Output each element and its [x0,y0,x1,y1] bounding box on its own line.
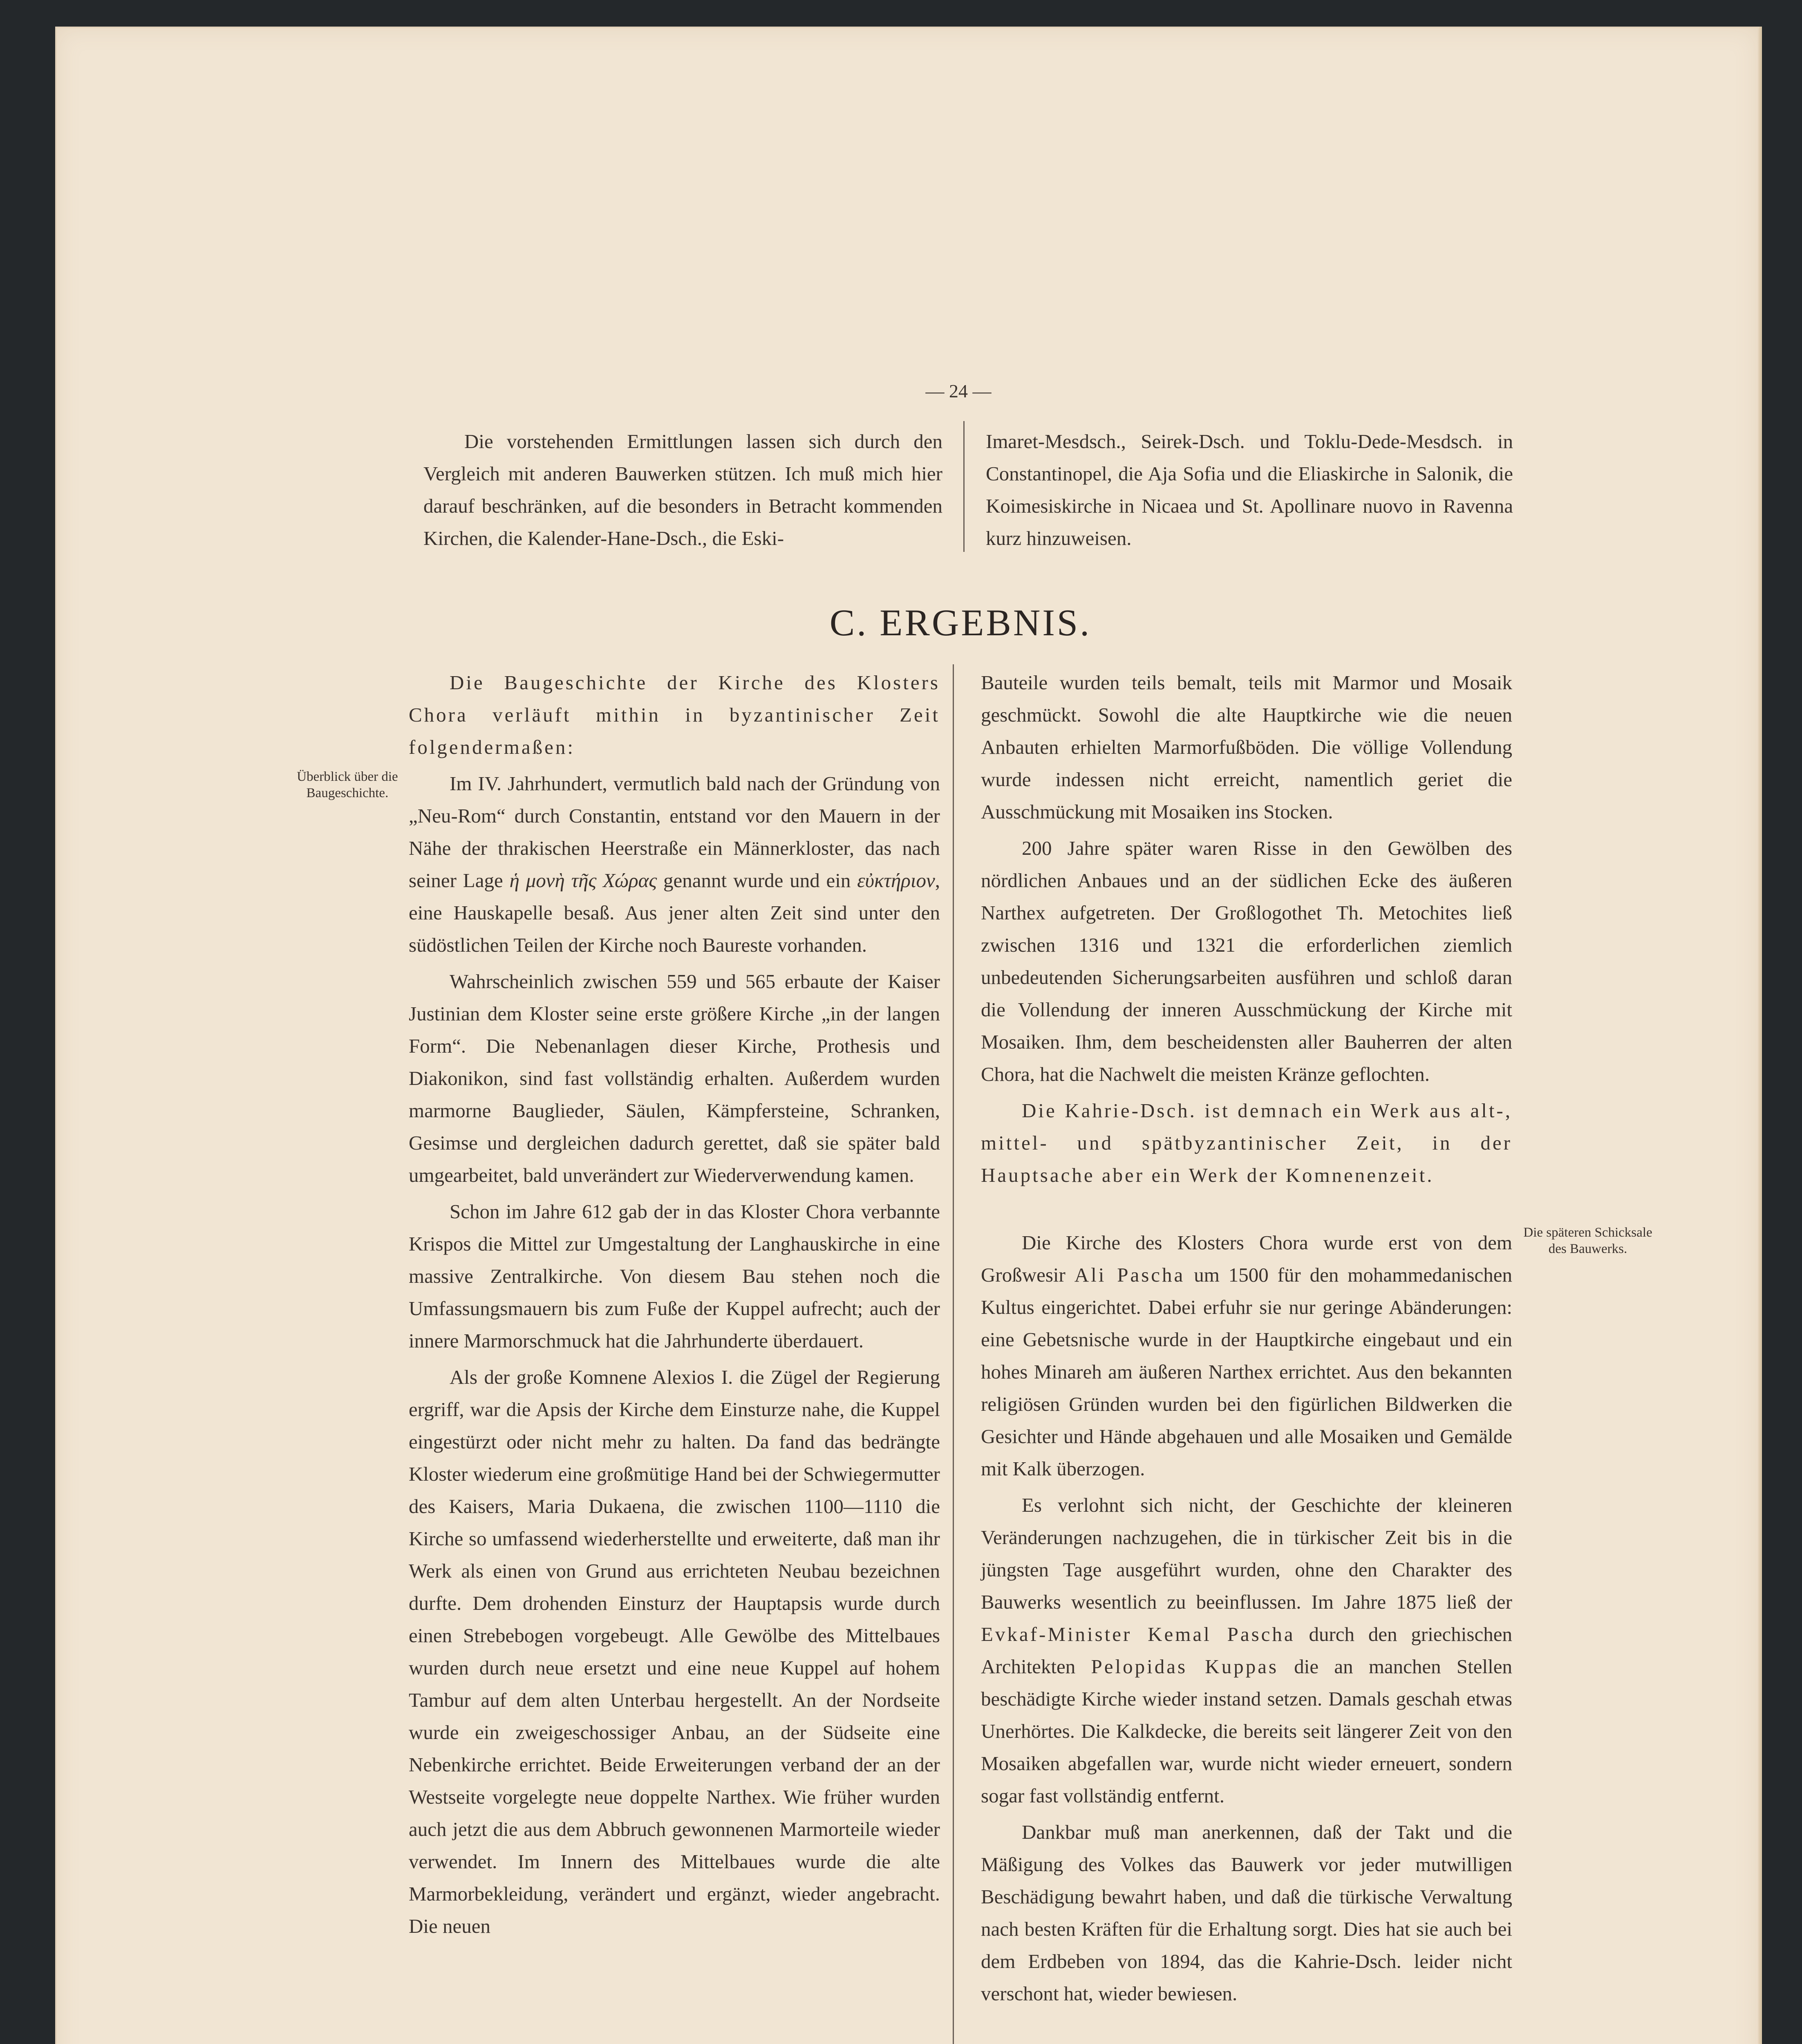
margin-note-overview: Überblick über die Baugeschichte. [297,769,398,800]
greek-term-moni-tis-choras: ἡ μονὴ τῆς Χώρας [509,869,657,892]
intro-left-column [423,425,942,554]
paragraph-decoration: Bauteile wurden teils bemalt, teils mit Marmor und Mosaik geschmückt. Sowohl die alte Hauptkirche wie die neuen Anbauten erhielten Marmorfußböden. Die völlige Vollendung wurde indessen nicht erreicht, namentlich geriet die Ausschmückung mit Mosaiken ins Stocken. [981,671,1512,823]
paragraph-ali-pascha [981,1226,1512,1485]
main-right-column [981,666,1512,2010]
text-segment: durch den griechischen Architekten [981,1623,1512,1678]
intro-right-column [986,425,1513,554]
paragraph-gratitude: Dankbar muß man anerkennen, daß der Takt und die Mäßigung des Volkes das Bauwerk vor jeder mutwilligen Beschädigung bewahrt haben, und daß die türkische Verwaltung nach besten Kräften für die Erhaltung sorgt. Dies hat sie auch bei dem Erdbeben von 1894, das die Kahrie-Dsch. leider nicht verschont hat, wieder bewiesen. [981,1821,1512,2005]
paragraph-fourth-century [409,767,940,961]
main-left-column [409,666,940,1942]
greek-term-euktirion: εὐκτήριον [857,869,935,892]
section-heading: C. ERGEBNIS. [829,602,1092,643]
text-segment: genannt wurde und ein [657,869,857,892]
person-name-pelopidas-kuppas: Pelopidas Kuppas [1091,1655,1279,1678]
paragraph-conclusion: Die Kahrie-Dsch. ist demnach ein Werk aus alt-, mittel- und spätbyzantinischer Zeit, in der Hauptsache aber ein Werk der Komnenenzeit. [981,1099,1512,1186]
paragraph-summary-intro: Die Baugeschichte der Kirche des Klosters Chora verläuft mithin in byzantinischer Zeit folgendermaßen: [409,671,940,758]
person-name-ali-pascha: Ali Pascha [1074,1264,1185,1286]
text-segment: Die Kirche des Klosters Chora wurde erst von dem Großwesir [981,1231,1512,1286]
text-segment: Im IV. Jahrhundert, vermutlich bald nach der Gründung von „Neu-Rom“ durch Constantin, entstand vor den Mauern in der Nähe der thrakischen Heerstraße ein Männerkloster, das nach seiner Lage [409,772,940,892]
paragraph-alexios: Als der große Komnene Alexios I. die Zügel der Regierung ergriff, war die Apsis der Kirche dem Einsturze nahe, die Kuppel eingestürzt oder nicht mehr zu halten. Da fand das bedrängte Kloster wiederum eine großmütige Hand bei der Schwiegermutter des Kaisers, Maria Dukaena, die zwischen 1100—1110 die Kirche so umfassend wiederherstellte und erweiterte, daß man ihr Werk als einen von Grund aus errichteten Neubau bezeichnen durfte. Dem drohenden Einsturz der Hauptapsis wurde durch einen Strebebogen vorgebeugt. Alle Gewölbe des Mittelbaues wurden durch neue ersetzt und eine neue Kuppel auf hohem Tambur auf dem alten Unterbau hergestellt. An der Nordseite wurde ein zweigeschossiger Anbau, an der Südseite eine Nebenkirche errichtet. Beide Erweiterungen verband der an der Westseite vorgelegte neue doppelte Narthex. Wie früher wurden auch jetzt die aus dem Abbruch gewonnenen Marmorteile wieder verwendet. Im Innern des Mittelbaues wurde die alte Marmorbekleidung, verändert und ergänzt, wieder angebracht. Die neuen [409,1366,940,1937]
text-segment: , eine Hauskapelle besaß. Aus jener alten Zeit sind unter den südöstlichen Teilen der Kirche noch Baureste vorhanden. [409,869,940,956]
person-name-kemal-pascha: Evkaf-Minister Kemal Pascha [981,1623,1295,1645]
paragraph-metochites: 200 Jahre später waren Risse in den Gewölben des nördlichen Anbaues und an der südlichen Ecke des äußeren Narthex aufgetreten. Der Großlogothet Th. Metochites ließ zwischen 1316 und 1321 die erforderlichen ziemlich unbedeutenden Sicherungsarbeiten ausführen und schloß daran die Vollendung der inneren Ausschmückung der Kirche mit Mosaiken. Ihm, dem bescheidensten aller Bauherren der alten Chora, hat die Nachwelt die meisten Kränze geflochten. [981,837,1512,1085]
text-segment: um 1500 für den mohammedanischen Kultus eingerichtet. Dabei erfuhr sie nur geringe Abänderungen: eine Gebetsnische wurde in der Hauptkirche eingebaut und ein hohes Minareh am äußeren Narthex errichtet. Aus den bekannten religiösen Gründen wurden bei den figürlichen Bildwerken die Gesichter und Hände abgehauen und alle Mosaiken und Gemälde mit Kalk überzogen. [981,1264,1513,1480]
intro-right-paragraph: Imaret-Mesdsch., Seirek-Dsch. und Toklu-Dede-Mesdsch. in Constantinopel, die Aja Sofia und die Eliaskirche in Salonik, die Koimesiskirche in Nicaea und St. Apollinare nuovo in Ravenna kurz hinzuweisen. [986,430,1513,549]
intro-column-divider [963,421,965,552]
page-number: — 24 — [925,381,992,401]
paragraph-later-changes [981,1489,1512,1812]
margin-note-later-fate: Die späteren Schicksale des Bauwerks. [1523,1225,1652,1256]
text-segment: die an manchen Stellen beschädigte Kirche wieder instand setzen. Damals geschah etwas Unerhörtes. Die Kalkdecke, die bereits seit längerer Zeit von den Mosaiken abgefallen war, wurde nicht wieder erneuert, sondern sogar fast vollständig entfernt. [981,1655,1513,1807]
intro-left-paragraph: Die vorstehenden Ermittlungen lassen sich durch den Vergleich mit anderen Bauwerken stützen. Ich muß mich hier darauf beschränken, auf die besonders in Betracht kommenden Kirchen, die Kalender-Hane-Dsch., die Eski- [423,430,942,549]
main-column-divider [953,664,954,2044]
paragraph-justinian: Wahrscheinlich zwischen 559 und 565 erbaute der Kaiser Justinian dem Kloster seine erste größere Kirche „in der langen Form“. Die Nebenanlagen dieser Kirche, Prothesis und Diakonikon, sind fast vollständig erhalten. Außerdem wurden marmorne Bauglieder, Säulen, Kämpfersteine, Schranken, Gesimse und dergleichen dadurch gerettet, daß sie später bald umgearbeitet, bald unverändert zur Wiederverwendung kamen. [409,970,940,1186]
text-segment: Es verlohnt sich nicht, der Geschichte der kleineren Veränderungen nachzugehen, die in türkischer Zeit bis in die jüngsten Tage ausgeführt wurden, ohne den Charakter des Bauwerks wesentlich zu beeinflussen. Im Jahre 1875 ließ der [981,1494,1512,1613]
paragraph-krispos: Schon im Jahre 612 gab der in das Kloster Chora verbannte Krispos die Mittel zur Umgestaltung der Langhauskirche in eine massive Zentralkirche. Von diesem Bau stehen noch die Umfassungsmauern bis zum Fuße der Kuppel aufrecht; auch der innere Marmorschmuck hat die Jahrhunderte überdauert. [409,1200,940,1352]
